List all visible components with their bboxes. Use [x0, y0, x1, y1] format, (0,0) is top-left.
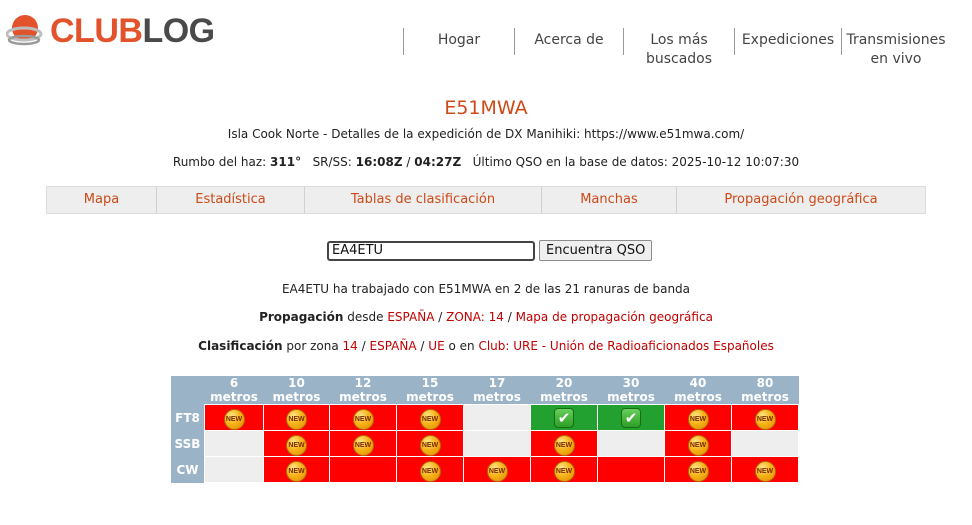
nav-about[interactable]: Acerca de: [514, 28, 623, 55]
band-slot-needed[interactable]: [264, 457, 330, 483]
new-badge-icon: NEW: [688, 409, 709, 430]
nav-expeditions[interactable]: Expediciones: [734, 28, 841, 55]
band-slot-needed[interactable]: [598, 457, 665, 483]
top-nav: [403, 28, 950, 67]
mode-label: SSB: [171, 431, 205, 457]
new-badge-icon: NEW: [688, 461, 709, 482]
logo-log-text: LOG: [142, 12, 215, 50]
band-slot-grid: [171, 376, 799, 483]
expedition-subtitle: Isla Cook Norte - Detalles de la expedición de DX Manihiki: https://www.e51mwa.com/: [227, 127, 745, 141]
new-badge-icon: NEW: [487, 461, 508, 482]
new-badge-icon: NEW: [286, 409, 307, 430]
propagation-zone-link[interactable]: ZONA: 14: [446, 310, 504, 324]
sunrise-time: 16:08Z: [355, 155, 403, 169]
beam-info: [0, 155, 972, 169]
propagation-sep-2: /: [507, 310, 512, 324]
clublog-logo[interactable]: [6, 12, 215, 50]
new-badge-icon: NEW: [286, 435, 307, 456]
band-slot-needed[interactable]: [264, 431, 330, 457]
band-slot-needed[interactable]: [531, 457, 598, 483]
ranking-por-zona: por zona: [286, 339, 339, 353]
section-tabs: [46, 186, 926, 214]
grid-corner: [171, 376, 205, 405]
new-badge-icon: NEW: [420, 461, 441, 482]
band-header: 17 metros: [464, 376, 531, 405]
tab-statistics[interactable]: Estadística: [157, 187, 305, 213]
band-slot-empty: [464, 405, 531, 431]
checkmark-icon: ✔: [554, 408, 574, 428]
band-slot-needed[interactable]: [665, 457, 732, 483]
band-slot-empty: [598, 431, 665, 457]
propagation-map-link[interactable]: Mapa de propagación geográfica: [515, 310, 713, 324]
ranking-sep-1: /: [361, 339, 366, 353]
callsign-input[interactable]: [327, 241, 535, 261]
globe-swoosh-icon: [6, 12, 44, 50]
band-slot-needed[interactable]: [330, 431, 397, 457]
band-slot-empty: [205, 457, 264, 483]
band-slot-empty: [464, 431, 531, 457]
new-badge-icon: NEW: [353, 435, 374, 456]
band-slot-needed[interactable]: [732, 457, 799, 483]
band-header: 30 metros: [598, 376, 665, 405]
band-slot-needed[interactable]: [665, 405, 732, 431]
band-slot-needed[interactable]: [330, 405, 397, 431]
new-badge-icon: NEW: [420, 409, 441, 430]
srss-label: SR/SS:: [312, 155, 352, 169]
band-slot-needed[interactable]: [330, 457, 397, 483]
new-badge-icon: NEW: [224, 409, 245, 430]
mode-row: [171, 405, 799, 431]
ranking-line: [0, 339, 972, 353]
tab-geo-propagation[interactable]: Propagación geográfica: [724, 192, 878, 207]
band-header: 40 metros: [665, 376, 732, 405]
band-slot-needed[interactable]: [264, 405, 330, 431]
nav-livestreams[interactable]: Transmisiones en vivo: [841, 28, 950, 55]
band-header-row: [171, 376, 799, 405]
ranking-country-link[interactable]: ESPAÑA: [369, 339, 417, 353]
new-badge-icon: NEW: [286, 461, 307, 482]
band-slot-empty: [732, 431, 799, 457]
ranking-o-en: o en: [448, 339, 475, 353]
band-slot-needed[interactable]: [397, 457, 464, 483]
qso-search: [327, 240, 652, 261]
worked-summary: EA4ETU ha trabajado con E51MWA en 2 de las 21 ranuras de banda: [281, 282, 691, 296]
new-badge-icon: NEW: [420, 435, 441, 456]
band-slot-empty: [205, 431, 264, 457]
propagation-sep-1: /: [438, 310, 443, 324]
band-header: 80 metros: [732, 376, 799, 405]
sunset-time: 04:27Z: [414, 155, 462, 169]
band-slot-needed[interactable]: [397, 431, 464, 457]
new-badge-icon: NEW: [554, 435, 575, 456]
band-slot-worked[interactable]: [531, 405, 598, 431]
mode-label: CW: [171, 457, 205, 483]
band-header: 10 metros: [264, 376, 330, 405]
ranking-sep-2: /: [420, 339, 425, 353]
new-badge-icon: NEW: [755, 461, 776, 482]
srss-sep: /: [406, 155, 411, 169]
band-slot-needed[interactable]: [732, 405, 799, 431]
propagation-country-link[interactable]: ESPAÑA: [387, 310, 435, 324]
band-grid-body: [171, 405, 799, 483]
tab-spots[interactable]: Manchas: [542, 187, 677, 213]
ranking-ue-link[interactable]: UE: [428, 339, 445, 353]
propagation-label: Propagación: [259, 310, 344, 324]
beam-label: Rumbo del haz:: [172, 155, 267, 169]
band-slot-needed[interactable]: [665, 431, 732, 457]
new-badge-icon: NEW: [554, 461, 575, 482]
band-slot-needed[interactable]: [397, 405, 464, 431]
tab-map[interactable]: Mapa: [47, 187, 157, 213]
mode-row: [171, 431, 799, 457]
ranking-zone-link[interactable]: 14: [342, 339, 358, 353]
logo-club-text: CLUB: [50, 12, 143, 50]
mode-label: FT8: [171, 405, 205, 431]
page-title: E51MWA: [444, 97, 528, 119]
propagation-line: [0, 310, 972, 324]
nav-home[interactable]: Hogar: [403, 28, 514, 55]
band-slot-needed[interactable]: [464, 457, 531, 483]
ranking-label: Clasificación: [198, 339, 283, 353]
mode-row: [171, 457, 799, 483]
nav-most-wanted[interactable]: Los más buscados: [623, 28, 734, 55]
propagation-desde: desde: [347, 310, 384, 324]
new-badge-icon: NEW: [755, 409, 776, 430]
band-slot-needed[interactable]: [205, 405, 264, 431]
checkmark-icon: ✔: [621, 408, 641, 428]
band-header: 12 metros: [330, 376, 397, 405]
beam-value: 311°: [270, 155, 302, 169]
last-qso-label: Último QSO en la base de datos:: [472, 155, 668, 169]
band-slot-needed[interactable]: [531, 431, 598, 457]
tab-leaderboards[interactable]: Tablas de clasificación: [305, 187, 542, 213]
new-badge-icon: NEW: [688, 435, 709, 456]
band-header: 6 metros: [205, 376, 264, 405]
find-qso-button[interactable]: Encuentra QSO: [539, 240, 652, 261]
band-header: 15 metros: [397, 376, 464, 405]
ranking-club-link[interactable]: Club: URE - Unión de Radioaficionados Españoles: [478, 339, 774, 353]
band-slot-worked[interactable]: [598, 405, 665, 431]
band-header: 20 metros: [531, 376, 598, 405]
new-badge-icon: NEW: [353, 409, 374, 430]
logo-text: [50, 14, 215, 48]
last-qso-value: 2025-10-12 10:07:30: [671, 155, 800, 169]
